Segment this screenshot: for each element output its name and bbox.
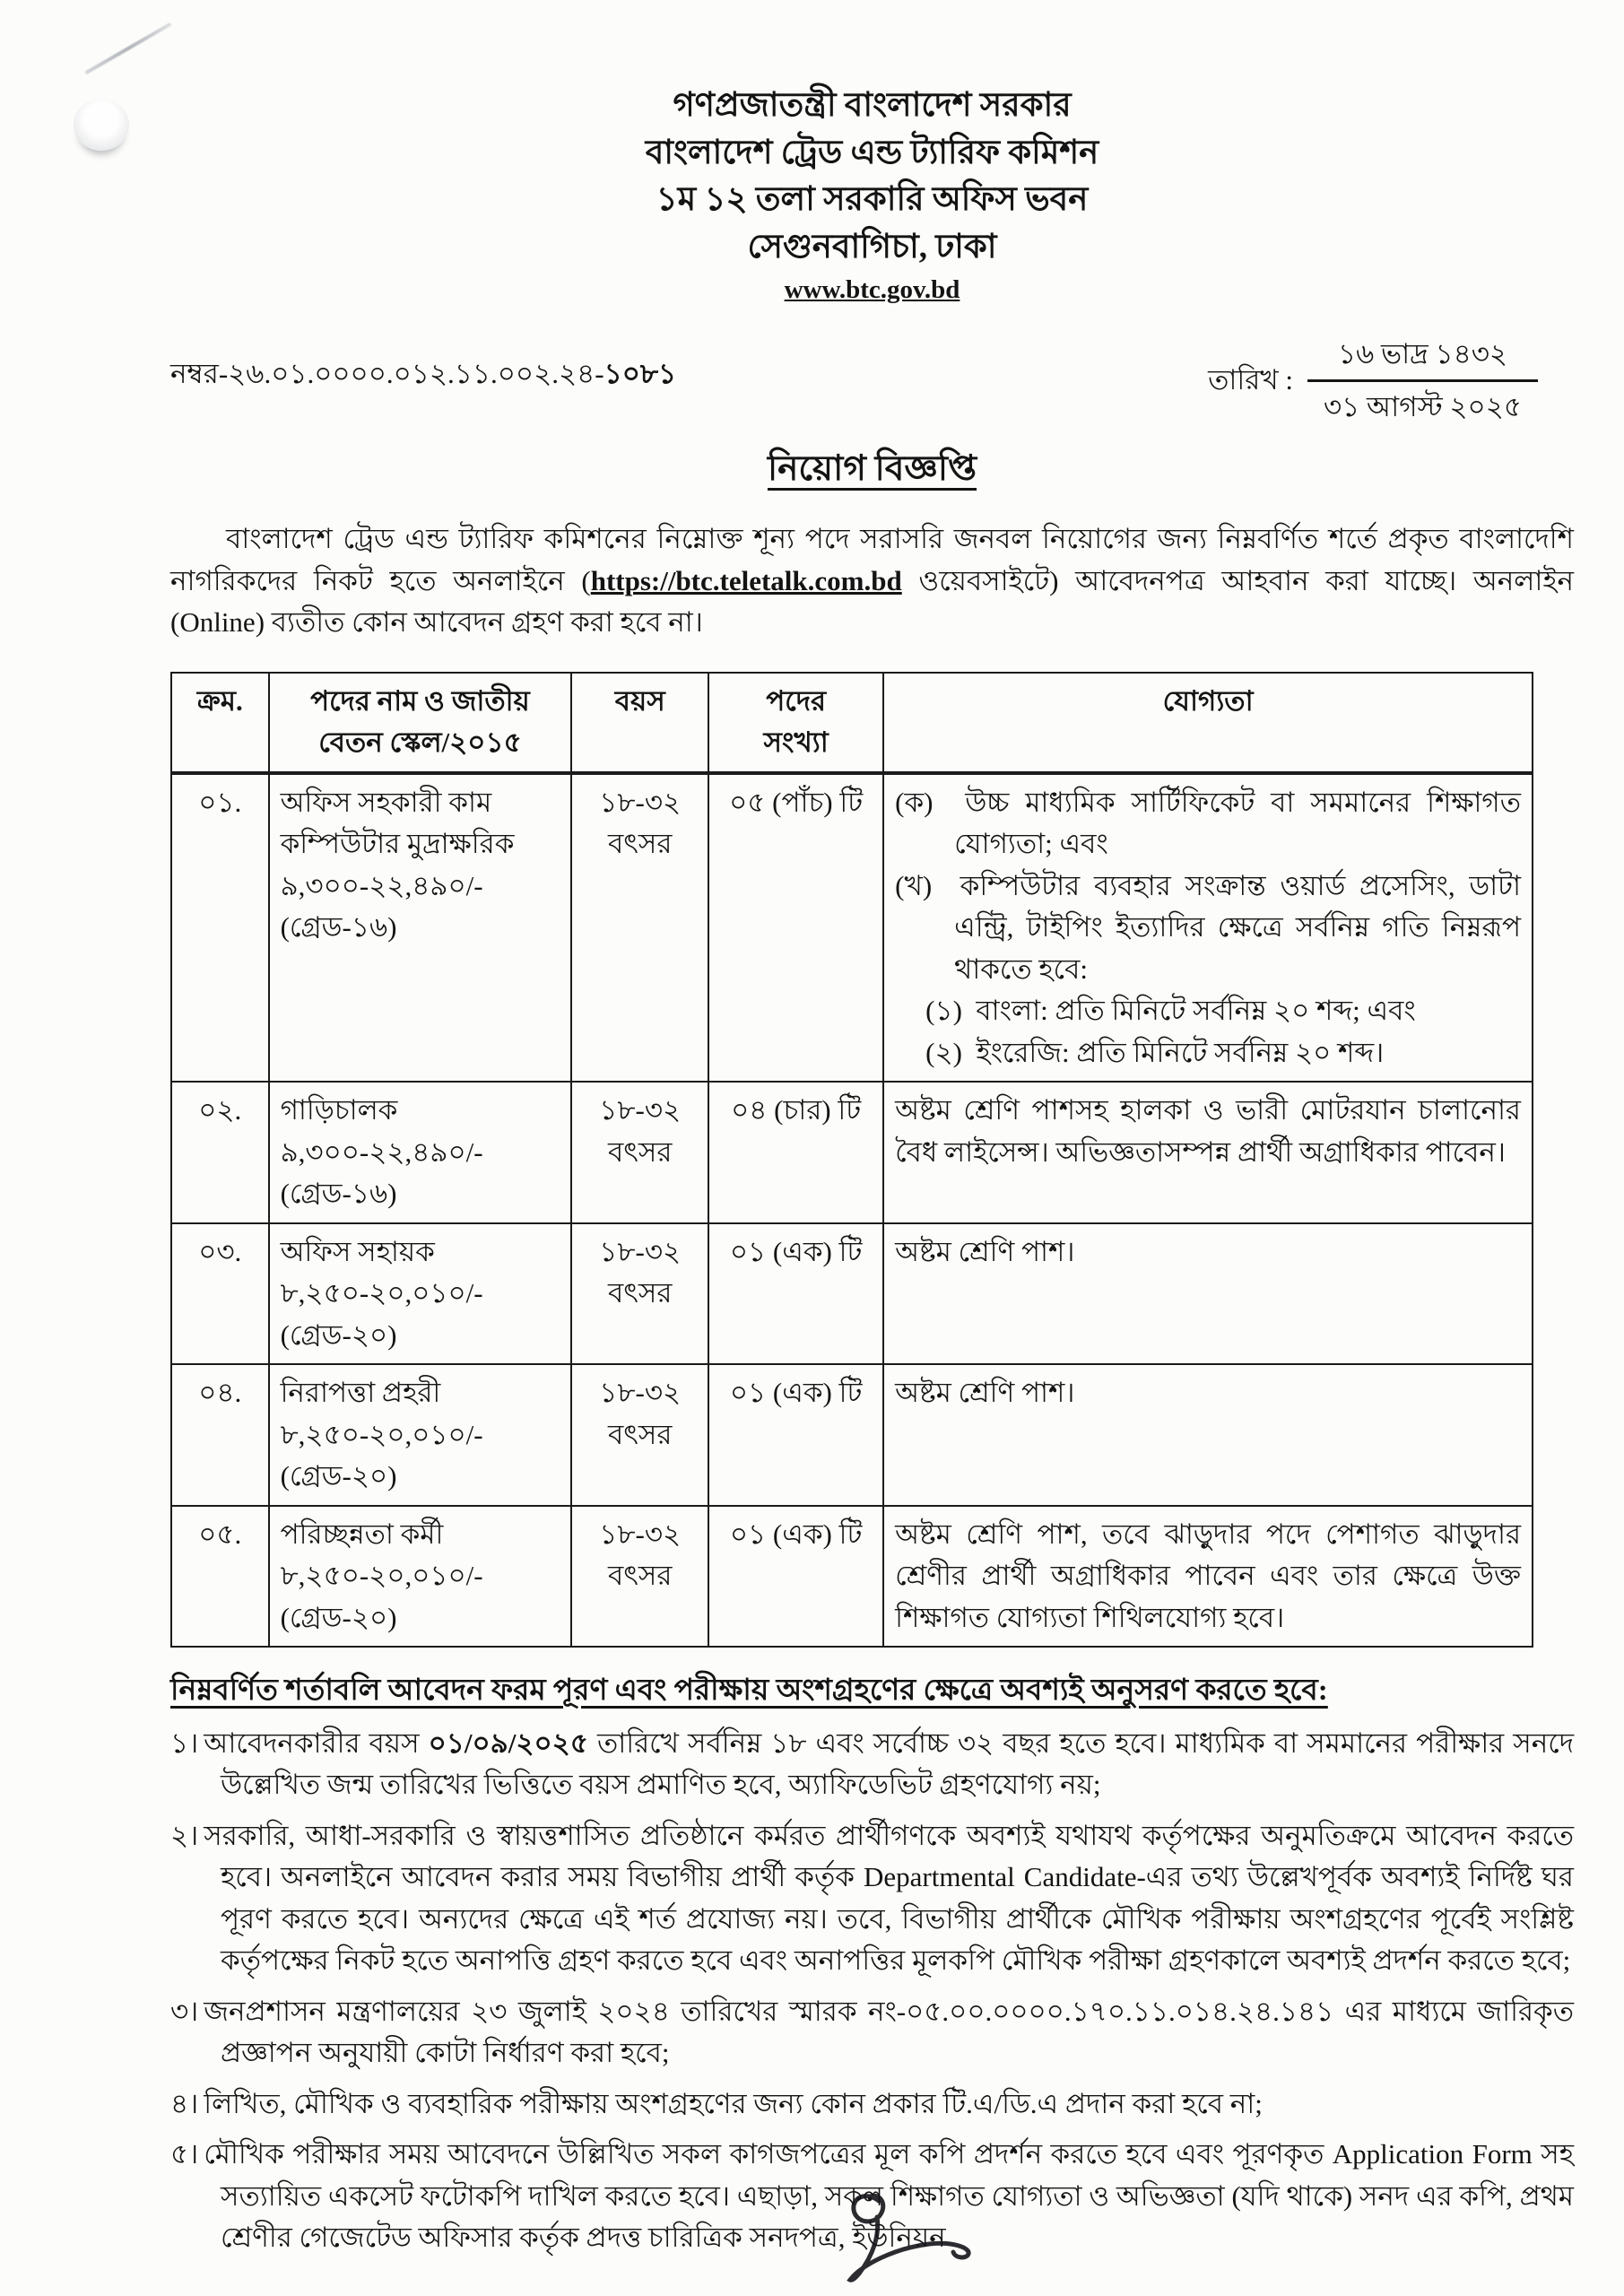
organization-name: বাংলাদেশ ট্রেড এন্ড ট্যারিফ কমিশন	[645, 134, 1099, 171]
memo-number-serial: ১০৮১	[604, 357, 677, 389]
clause-text: ইংরেজি: প্রতি মিনিটে সর্বনিম্ন ২০ শব্দ।	[976, 1036, 1385, 1068]
signature-mark	[778, 2187, 994, 2296]
clause-label: (ক)	[895, 786, 934, 818]
intro-text-2: ওয়েবসাইটে) আবেদনপত্র আহবান করা যাচ্ছে। অনলাইন (Online) ব্যতীত কোন আবেদন গ্রহণ করা হবে না।	[170, 564, 1574, 639]
column-header-count-line1: পদের	[766, 684, 827, 717]
qualification-text: অষ্টম শ্রেণি পাশ।	[895, 1235, 1075, 1267]
age-unit: বৎসর	[608, 828, 673, 860]
table-header-row	[171, 673, 1533, 773]
letterhead	[170, 83, 1574, 310]
age-cell	[571, 1223, 708, 1365]
age-cell	[571, 1506, 708, 1648]
age-range: ১৮-৩২	[599, 1377, 682, 1409]
post-name-cell	[269, 1223, 572, 1365]
serial-cell: ০৩.	[171, 1223, 269, 1365]
post-name-cell	[269, 773, 572, 1083]
age-unit: বৎসর	[608, 1560, 673, 1592]
post-line: গাড়িচালক	[280, 1094, 398, 1126]
serial-cell: ০১.	[171, 773, 269, 1083]
qualification-clause	[895, 782, 1521, 865]
qualification-text: অষ্টম শ্রেণি পাশ, তবে ঝাড়ুদার পদে পেশাগত ঝাড়ুদার শ্রেণীর প্রার্থী অগ্রাধিকার পাবেন এবং তার ক্ষেত্রে উক্ত শিক্ষাগত যোগ্যতা শিথিলযোগ্য হবে।	[895, 1518, 1521, 1633]
table-row-2	[171, 1082, 1533, 1223]
post-name-cell	[269, 1506, 572, 1648]
pay-scale: ৯,৩০০-২২,৪৯০/-	[280, 869, 483, 901]
condition-number: ১।	[170, 1726, 199, 1759]
age-range: ১৮-৩২	[599, 1518, 682, 1550]
clause-text: বাংলা: প্রতি মিনিটে সর্বনিম্ন ২০ শব্দ; এবং	[976, 995, 1416, 1027]
age-unit: বৎসর	[608, 1135, 673, 1168]
pay-scale: ৮,২৫০-২০,০১০/-	[280, 1418, 483, 1450]
age-cell	[571, 1082, 708, 1223]
pay-scale: ৯,৩০০-২২,৪৯০/-	[280, 1135, 483, 1168]
government-name: গণপ্রজাতন্ত্রী বাংলাদেশ সরকার	[673, 87, 1072, 124]
intro-text-1: বাংলাদেশ ট্রেড এন্ড ট্যারিফ কমিশনের নিম্নোক্ত শূন্য পদে সরাসরি জনবল নিয়োগের জন্য নিম্নবর্ণিত শর্তে প্রকৃত বাংলাদেশি নাগরিকদের নিকট হতে অনলাইনে (	[170, 523, 1574, 596]
memo-number	[170, 334, 676, 396]
column-header-post-line1: পদের নাম ও জাতীয়	[310, 684, 530, 717]
office-address-line2: সেগুনবাগিচা, ঢাকা	[747, 228, 997, 265]
vacancy-count-cell: ০৪ (চার) টি	[708, 1082, 883, 1223]
post-line: পরিচ্ছন্নতা কর্মী	[280, 1518, 444, 1550]
serial-cell: ০২.	[171, 1082, 269, 1223]
recruitment-notice-title: নিয়োগ বিজ্ঞপ্তি	[767, 448, 977, 488]
condition-text: লিখিত, মৌখিক ও ব্যবহারিক পরীক্ষায় অংশগ্রহণের জন্য কোন প্রকার টি.এ/ডি.এ প্রদান করা হবে না;	[204, 2087, 1263, 2119]
age-cell	[571, 773, 708, 1083]
table-row-4	[171, 1364, 1533, 1506]
column-header-serial: ক্রম.	[171, 673, 269, 773]
memo-number-prefix: নম্বর-২৬.০১.০০০০.০১২.১১.০০২.২৪-	[170, 357, 604, 389]
grade: (গ্রেড-২০)	[280, 1460, 397, 1492]
document-content	[170, 0, 1574, 2259]
column-header-age: বয়স	[571, 673, 708, 773]
age-range: ১৮-৩২	[599, 1235, 682, 1267]
qualification-cell	[883, 773, 1533, 1083]
date-fraction	[1307, 334, 1538, 429]
clause-label: (খ)	[895, 869, 933, 901]
conditions-heading: নিম্নবর্ণিত শর্তাবলি আবেদন ফরম পূরণ এবং পরীক্ষায় অংশগ্রহণের ক্ষেত্রে অবশ্যই অনুসরণ করতে হবে:	[170, 1674, 1328, 1708]
column-header-count-line2: সংখ্যা	[763, 726, 829, 759]
qualification-clause	[895, 865, 1521, 991]
intro-paragraph	[170, 518, 1574, 644]
scan-smudge-artifact	[74, 99, 129, 151]
column-header-qualification: যোগ্যতা	[883, 673, 1533, 773]
condition-item-2	[170, 1815, 1574, 1982]
clause-label: (২)	[925, 1036, 962, 1068]
qualification-cell	[883, 1223, 1533, 1365]
qualification-subclause	[925, 1032, 1521, 1074]
office-address-line1: ১ম ১২ তলা সরকারি অফিস ভবন	[656, 181, 1089, 219]
post-line: অফিস সহকারী কাম	[280, 786, 492, 818]
table-row-1	[171, 773, 1533, 1083]
age-range: ১৮-৩২	[599, 1094, 682, 1126]
column-header-count	[708, 673, 883, 773]
clause-text: কম্পিউটার ব্যবহার সংক্রান্ত ওয়ার্ড প্রসেসিং, ডাটা এন্ট্রি, টাইপিং ইত্যাদির ক্ষেত্রে সর্বনিম্ন গতি নিম্নরূপ থাকতে হবে:	[954, 869, 1522, 985]
post-line: কম্পিউটার মুদ্রাক্ষরিক	[280, 828, 515, 860]
clause-text: উচ্চ মাধ্যমিক সার্টিফিকেট বা সমমানের শিক্ষাগত যোগ্যতা; এবং	[954, 786, 1522, 860]
qualification-text: অষ্টম শ্রেণি পাশ।	[895, 1377, 1075, 1409]
condition-number: ৪।	[170, 2087, 199, 2119]
condition-bold-date: ০১/০৯/২০২৫	[428, 1726, 588, 1759]
qualification-cell	[883, 1506, 1533, 1648]
table-row-5	[171, 1506, 1533, 1648]
condition-text: সরকারি, আধা-সরকারি ও স্বায়ত্তশাসিত প্রতিষ্ঠানে কর্মরত প্রার্থীগণকে অবশ্যই যথাযথ কর্তৃপক্ষের অনুমতিক্রমে আবেদন করতে হবে। অনলাইনে আবেদন করার সময় বিভাগীয় প্রার্থী কর্তৃক Departmental Candidate-এর তথ্য উল্লেখপূর্বক অবশ্যই নির্দিষ্ট ঘর পূরণ করতে হবে। অন্যদের ক্ষেত্রে এই শর্ত প্রযোজ্য নয়। তবে, বিভাগীয় প্রার্থীকে মৌখিক পরীক্ষায় অংশগ্রহণের পূর্বেই সংশ্লিষ্ট কর্তৃপক্ষের নিকট হতে অনাপত্তি গ্রহণ করতে হবে এবং অনাপত্তির মূলকপি মৌখিক পরীক্ষা গ্রহণকালে অবশ্যই প্রদর্শন করতে হবে;	[204, 1819, 1574, 1977]
positions-table	[170, 672, 1533, 1648]
qualification-cell	[883, 1364, 1533, 1506]
grade: (গ্রেড-১৬)	[280, 1178, 397, 1210]
age-unit: বৎসর	[608, 1277, 673, 1309]
condition-number: ৫।	[170, 2138, 199, 2170]
age-unit: বৎসর	[608, 1418, 673, 1450]
column-header-post-line2: বেতন স্কেল/২০১৫	[318, 726, 522, 759]
grade: (গ্রেড-১৬)	[280, 911, 397, 944]
condition-item-4	[170, 2083, 1574, 2126]
bangla-calendar-date: ১৬ ভাদ্র ১৪৩২	[1307, 334, 1538, 383]
vacancy-count-cell: ০৫ (পাঁচ) টি	[708, 773, 883, 1083]
website-url[interactable]: www.btc.gov.bd	[784, 275, 960, 305]
condition-item-1	[170, 1723, 1574, 1806]
vacancy-count-cell: ০১ (এক) টি	[708, 1506, 883, 1648]
age-range: ১৮-৩২	[599, 786, 682, 818]
post-line: অফিস সহায়ক	[280, 1235, 435, 1267]
grade: (গ্রেড-২০)	[280, 1318, 397, 1351]
condition-number: ৩।	[170, 1995, 199, 2027]
signature-flourish-icon	[778, 2187, 994, 2294]
condition-number: ২।	[170, 1819, 199, 1851]
condition-text: জনপ্রশাসন মন্ত্রণালয়ের ২৩ জুলাই ২০২৪ তারিখের স্মারক নং-০৫.০০.০০০০.১৭০.১১.০১৪.২৪.১৪১ এর মাধ্যমে জারিকৃত প্রজ্ঞাপন অনুযায়ী কোটা নির্ধারণ করা হবে;	[204, 1995, 1574, 2069]
serial-cell: ০৪.	[171, 1364, 269, 1506]
qualification-text: অষ্টম শ্রেণি পাশসহ হালকা ও ভারী মোটরযান চালানোর বৈধ লাইসেন্স। অভিজ্ঞতাসম্পন্ন প্রার্থী অগ্রাধিকার পাবেন।	[895, 1094, 1521, 1168]
clause-label: (১)	[925, 995, 962, 1027]
column-header-post	[269, 673, 572, 773]
condition-text: মৌখিক পরীক্ষার সময় আবেদনে উল্লিখিত সকল কাগজপত্রের মূল কপি প্রদর্শন করতে হবে এবং পূরণকৃত Application Form সহ সত্যায়িত একসেট ফটোকপি দাখিল করতে হবে। এছাড়া, সকল শিক্ষাগত যোগ্যতা ও অভিজ্ঞতা (যদি থাকে) সনদ এর কপি, প্রথম শ্রেণীর গেজেটেড অফিসার কর্তৃক প্রদত্ত চারিত্রিক সনদপত্র, ইউনিয়ন	[204, 2138, 1574, 2254]
pay-scale: ৮,২৫০-২০,০১০/-	[280, 1277, 483, 1309]
vacancy-count-cell: ০১ (এক) টি	[708, 1223, 883, 1365]
vacancy-count-cell: ০১ (এক) টি	[708, 1364, 883, 1506]
serial-cell: ০৫.	[171, 1506, 269, 1648]
table-row-3	[171, 1223, 1533, 1365]
condition-text: তারিখে সর্বনিম্ন ১৮ এবং সর্বোচ্চ ৩২ বছর হতে হবে। মাধ্যমিক বা সমমানের পরীক্ষার সনদে উল্লেখিত জন্ম তারিখের ভিত্তিতে বয়স প্রমাণিত হবে, অ্যাফিডেভিট গ্রহণযোগ্য নয়;	[221, 1726, 1574, 1801]
date-label: তারিখ :	[1208, 364, 1294, 396]
post-line: নিরাপত্তা প্রহরী	[280, 1377, 441, 1409]
date-block	[1208, 334, 1538, 429]
application-url[interactable]: https://btc.teletalk.com.bd	[590, 564, 902, 596]
gregorian-date: ৩১ আগস্ট ২০২৫	[1324, 391, 1522, 423]
post-name-cell	[269, 1082, 572, 1223]
pay-scale: ৮,২৫০-২০,০১০/-	[280, 1560, 483, 1592]
condition-item-3	[170, 1991, 1574, 2074]
age-cell	[571, 1364, 708, 1506]
qualification-subclause	[925, 990, 1521, 1032]
reference-row	[170, 334, 1574, 429]
qualification-cell	[883, 1082, 1533, 1223]
pencil-mark-artifact	[84, 22, 171, 74]
condition-text: আবেদনকারীর বয়স	[204, 1726, 429, 1759]
grade: (গ্রেড-২০)	[280, 1601, 397, 1633]
post-name-cell	[269, 1364, 572, 1506]
